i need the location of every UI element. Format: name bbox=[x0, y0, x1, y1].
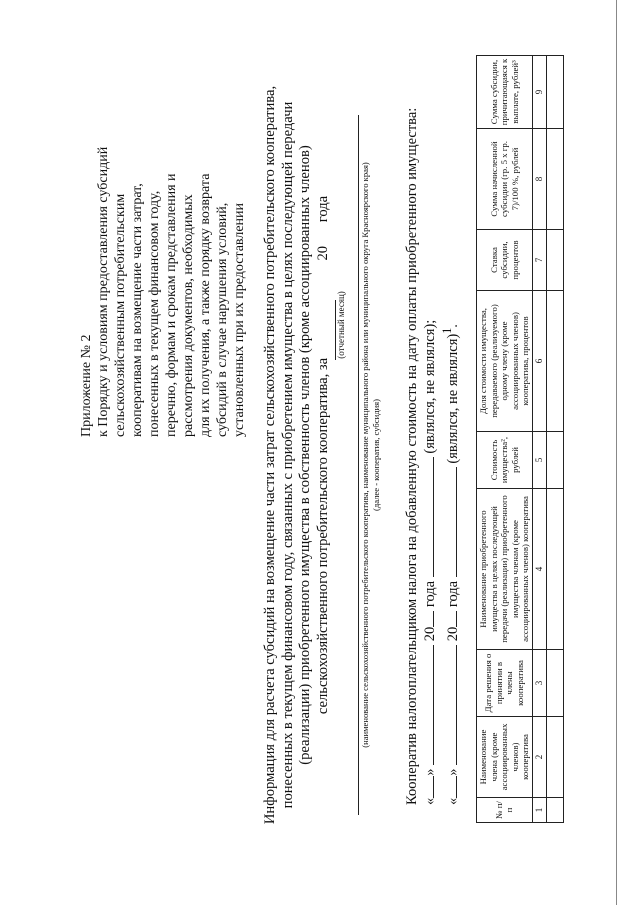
appendix-line: к Порядку и условиям предоставления субсидий bbox=[96, 146, 111, 437]
status-blank bbox=[444, 467, 457, 577]
bottom-rule bbox=[616, 0, 617, 905]
year-blank bbox=[421, 611, 434, 627]
table-cell bbox=[546, 489, 563, 650]
appendix-line: установленных при их предоставлении bbox=[232, 202, 247, 437]
title-line: (реализации) приобретенного имущества в собственность членов (кроме ассоциированных членов) bbox=[297, 145, 313, 765]
document-title bbox=[262, 85, 332, 825]
header-cell-member: Наименование члена (кроме ассоциированных членов) кооператива bbox=[477, 717, 533, 798]
column-number: 7 bbox=[532, 230, 546, 291]
table-cell bbox=[546, 717, 563, 798]
table-cell bbox=[546, 291, 563, 432]
vat-status-block bbox=[404, 107, 462, 805]
year-word: года bbox=[422, 580, 438, 608]
header-cell-rate: Ставка субсидии, процентов bbox=[477, 230, 533, 291]
month-caption: (отчетный месяц) bbox=[336, 291, 346, 359]
quote-open: « bbox=[422, 797, 438, 805]
appendix-line: рассмотрения документов, необходимых bbox=[181, 194, 196, 437]
table-cell bbox=[546, 129, 563, 230]
table-cell bbox=[546, 230, 563, 291]
header-cell-cost: Стоимость имущества², рублей bbox=[477, 432, 533, 489]
title-line-start: сельскохозяйственного потребительского кооператива, за bbox=[314, 357, 331, 715]
title-line-period bbox=[315, 85, 333, 825]
cooperative-caption bbox=[360, 125, 382, 785]
column-number: 4 bbox=[532, 489, 546, 650]
cooperative-name-line bbox=[358, 115, 359, 815]
header-cell-payable: Сумма субсидии, причитающаяся к выплате, рублей³ bbox=[477, 56, 533, 129]
header-cell-date: Дата решения о принятии в члены кооператива bbox=[477, 650, 533, 717]
column-number: 9 bbox=[532, 56, 546, 129]
column-number: 3 bbox=[532, 650, 546, 717]
year-word: года bbox=[444, 580, 461, 608]
year-prefix: 20 bbox=[444, 626, 461, 642]
header-cell-property: Наименование приобретенного имущества в целях последующей передачи (реализации) приобретенного имущества членам (кроме ассоциированных членов) кооператива bbox=[477, 489, 533, 650]
status-blank bbox=[421, 457, 434, 577]
cooperative-caption-line: (наименование сельскохозяйственного потребительского кооператива, наименование муниципального района или муниципального округа Красноярского края) bbox=[360, 162, 370, 748]
month-blank bbox=[444, 645, 457, 765]
vat-date-line bbox=[421, 205, 439, 805]
table-cell bbox=[546, 56, 563, 129]
appendix-line: субсидий в случае нарушения условий, bbox=[215, 202, 230, 437]
appendix-block bbox=[78, 57, 248, 437]
column-number: 2 bbox=[532, 717, 546, 798]
month-blank bbox=[421, 645, 434, 765]
table-row bbox=[546, 56, 563, 823]
quote-close: » bbox=[444, 768, 461, 776]
cooperative-caption-note: (далее - кооператив, субсидия) bbox=[371, 399, 381, 511]
vat-status-hint: (являлся, не являлся); bbox=[422, 319, 438, 454]
vat-date-line bbox=[439, 205, 462, 805]
appendix-line: Приложение № 2 bbox=[79, 334, 94, 437]
header-cell-number: № п/п bbox=[477, 798, 533, 823]
header-cell-accrued: Сумма начисленной субсидии (гр. 5 x гр. 7)/100 %, рублей bbox=[477, 129, 533, 230]
column-number: 8 bbox=[532, 129, 546, 230]
title-line: Информация для расчета субсидий на возмещение части затрат сельскохозяйственного потребительского кооператива, bbox=[262, 85, 278, 825]
appendix-line: сельскохозяйственным потребительским bbox=[113, 193, 128, 437]
table-cell bbox=[546, 432, 563, 489]
day-blank bbox=[444, 776, 457, 798]
year-blank bbox=[444, 611, 457, 627]
subsidy-table bbox=[476, 55, 564, 823]
year-prefix: 20 bbox=[422, 626, 438, 642]
column-number: 5 bbox=[532, 432, 546, 489]
title-line: понесенных в текущем финансовом году, связанных с приобретением имущества в целях последующей передачи bbox=[279, 101, 296, 809]
table-cell bbox=[546, 798, 563, 823]
title-year: 20 bbox=[314, 245, 331, 261]
table-cell bbox=[546, 650, 563, 717]
column-number: 1 bbox=[532, 798, 546, 823]
day-blank bbox=[421, 776, 434, 798]
appendix-line: перечню, формам и срокам представления и bbox=[164, 173, 179, 437]
quote-close: » bbox=[422, 768, 438, 776]
appendix-line: понесенных в текущем финансовом году, bbox=[147, 190, 162, 437]
appendix-line: для их получения, а также порядку возврата bbox=[198, 173, 213, 437]
appendix-line: кооперативам на возмещение части затрат, bbox=[130, 183, 145, 437]
column-number: 6 bbox=[532, 291, 546, 432]
vat-statement: Кооператив налогоплательщиком налога на добавленную стоимость на дату оплаты приобретенного имущества: bbox=[404, 107, 420, 805]
title-year-word: года bbox=[314, 195, 331, 223]
table-row bbox=[532, 56, 546, 823]
footnote-mark: 1 bbox=[440, 327, 454, 334]
quote-open: « bbox=[444, 797, 461, 805]
vat-status-hint: (являлся, не являлся) bbox=[444, 333, 461, 464]
header-cell-share: Доля стоимости имущества, передаваемого (реализуемого) одному члену (кроме ассоциированных членов) кооператива, процентов bbox=[477, 291, 533, 432]
line-end: . bbox=[444, 324, 461, 328]
table-header-row bbox=[477, 56, 533, 823]
